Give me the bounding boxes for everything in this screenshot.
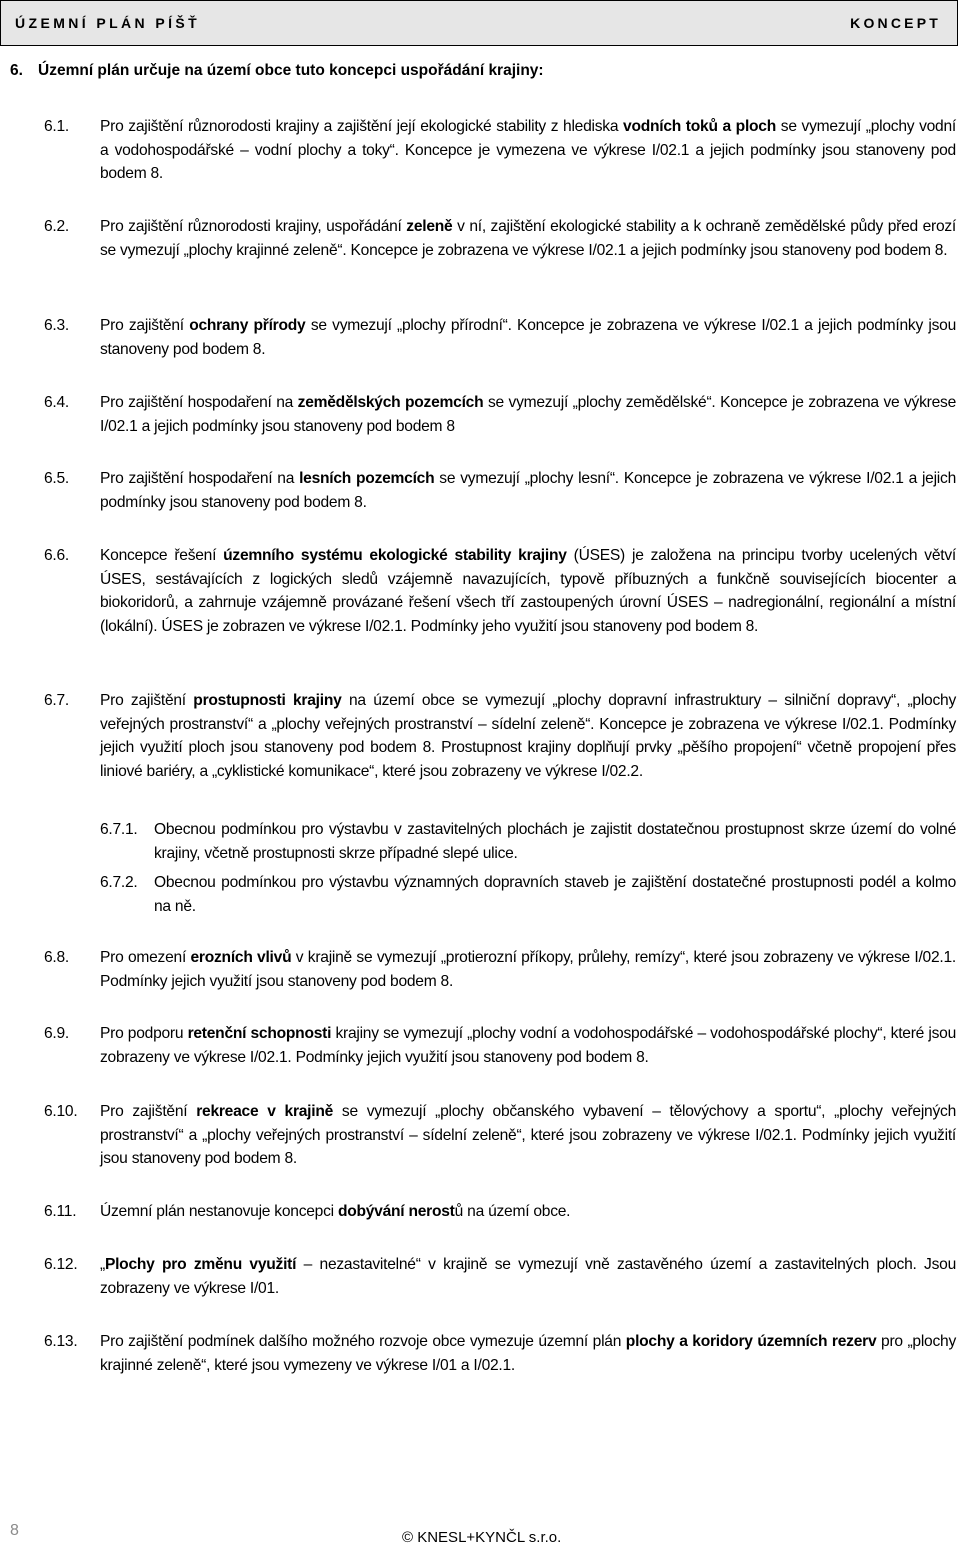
paragraph-text xyxy=(100,314,956,361)
text-run: (ÚSES) je založena na principu tvorby ucelených větví ÚSES, sestávajících z logických sledů vzájemně navazujících, typově příbuzných a funkčně souvisejících biocenter a biokoridorů, a zahrnuje vzájemně provázané řešení všech tří zastoupených úrovní ÚSES – nadregionální, regionální a místní (lokální). ÚSES je zobrazen ve výkrese I/02.1. Podmínky jeho využití jsou stanoveny pod bodem 8. xyxy=(100,547,956,635)
text-run: se vymezují „plochy přírodní“. Koncepce je zobrazena ve výkrese I/02.1 a jejich podmínky jsou stanoveny pod bodem 8. xyxy=(100,317,956,358)
text-run: se vymezují „plochy vodní a vodohospodářské – vodní plochy a toky“. Koncepce je vymezena ve výkrese I/02.1 a jejich podmínky jsou stanoveny pod bodem 8. xyxy=(100,118,956,182)
bold-term: Plochy pro změnu využití xyxy=(104,1256,297,1273)
paragraph-number: 6.1. xyxy=(44,118,70,135)
paragraph-text xyxy=(100,391,956,438)
paragraph-6-13 xyxy=(44,1330,956,1377)
bold-term: erozních vlivů xyxy=(190,949,292,966)
document-status: KONCEPT xyxy=(850,15,941,31)
bold-term: plochy a koridory územních rezerv xyxy=(625,1333,877,1350)
paragraph-6-10 xyxy=(44,1100,956,1171)
text-run: Koncepce řešení xyxy=(100,547,224,564)
paragraph-6-6 xyxy=(44,544,956,638)
paragraph-number: 6.3. xyxy=(44,317,70,334)
footer-copyright: © KNESL+KYNČL s.r.o. xyxy=(402,1529,562,1546)
text-run: – nezastavitelné“ v krajině se vymezují vně zastavěného území a zastavitelných ploch. Jsou zobrazeny ve výkrese I/01. xyxy=(100,1256,956,1297)
text-run: Pro zajištění xyxy=(100,692,194,709)
subparagraph-number: 6.7.1. xyxy=(100,821,138,838)
paragraph-number: 6.12. xyxy=(44,1256,78,1273)
paragraph-6-3 xyxy=(44,314,956,361)
subparagraph-text: Obecnou podmínkou pro výstavbu významných dopravních staveb je zajištění dostatečné prostupnosti podél a kolmo na ně. xyxy=(154,874,956,915)
paragraph-number: 6.7. xyxy=(44,692,70,709)
paragraph-6-12 xyxy=(44,1253,956,1300)
bold-term: zeleně xyxy=(406,218,453,235)
paragraph-number: 6.5. xyxy=(44,470,70,487)
section-heading xyxy=(10,62,544,80)
text-run: se vymezují „plochy občanského vybavení – tělovýchovy a sportu“, „plochy veřejných prostranství“ a „plochy veřejných prostranství – sídelní zeleně“, které jsou zobrazeny ve výkrese I/02.1. Podmínky jejich využití jsou stanoveny pod bodem 8. xyxy=(100,1103,956,1167)
paragraph-text xyxy=(100,467,956,514)
paragraph-number: 6.8. xyxy=(44,949,70,966)
text-run: Pro zajištění hospodaření na xyxy=(100,394,298,411)
subparagraph-text: Obecnou podmínkou pro výstavbu v zastavitelných plochách je zajistit dostatečnou prostupnost skrze území do volné krajiny, včetně prostupnosti skrze případné slepé ulice. xyxy=(154,821,956,862)
paragraph-number: 6.2. xyxy=(44,218,70,235)
text-run: v krajině se vymezují „protierozní příkopy, průlehy, remízy“, které jsou zobrazeny ve výkrese I/02.1. Podmínky jejich využití jsou stanoveny pod bodem 8. xyxy=(100,949,956,990)
paragraph-number: 6.9. xyxy=(44,1025,70,1042)
bold-term: zemědělských pozemcích xyxy=(297,394,484,411)
paragraph-6-1 xyxy=(44,115,956,186)
text-run: se vymezují „plochy zemědělské“. Koncepce je zobrazena ve výkrese I/02.1 a jejich podmínky jsou stanoveny pod bodem 8 xyxy=(100,394,956,435)
paragraph-number: 6.6. xyxy=(44,547,70,564)
text-run: Pro zajištění různorodosti krajiny a zajištění její ekologické stability z hlediska xyxy=(100,118,624,135)
section-title: Územní plán určuje na území obce tuto koncepci uspořádání krajiny: xyxy=(38,62,544,79)
paragraph-number: 6.13. xyxy=(44,1333,78,1350)
bold-term: retenční schopnosti xyxy=(187,1025,332,1042)
bold-term: rekreace v krajině xyxy=(196,1103,334,1120)
bold-term: územního systému ekologické stability krajiny xyxy=(223,547,567,564)
text-run: Pro zajištění podmínek dalšího možného rozvoje obce vymezuje územní plán xyxy=(100,1333,626,1350)
paragraph-text xyxy=(100,1200,956,1224)
paragraph-6-2 xyxy=(44,215,956,262)
subparagraph-number: 6.7.2. xyxy=(100,874,138,891)
paragraph-6-7 xyxy=(44,689,956,783)
text-run: se vymezují „plochy lesní“. Koncepce je zobrazena ve výkrese I/02.1 a jejich podmínky jsou stanoveny pod bodem 8. xyxy=(100,470,956,511)
paragraph-text xyxy=(100,946,956,993)
paragraph-text xyxy=(100,1100,956,1171)
text-run: ů na území obce. xyxy=(454,1203,571,1220)
document-title: ÚZEMNÍ PLÁN PÍŠŤ xyxy=(15,15,201,31)
paragraph-6-11 xyxy=(44,1200,956,1224)
text-run: „ xyxy=(100,1256,105,1273)
paragraph-number: 6.10. xyxy=(44,1103,78,1120)
bold-term: dobývání nerost xyxy=(337,1203,455,1220)
paragraph-text xyxy=(100,544,956,638)
subparagraph-6-7-1 xyxy=(100,818,956,865)
page-header xyxy=(0,0,958,46)
text-run: Pro zajištění různorodosti krajiny, uspořádání xyxy=(100,218,407,235)
text-run: Pro omezení xyxy=(100,949,191,966)
paragraph-text xyxy=(100,689,956,783)
bold-term: lesních pozemcích xyxy=(299,470,435,487)
text-run: Pro zajištění hospodaření na xyxy=(100,470,300,487)
paragraph-6-9 xyxy=(44,1022,956,1069)
text-run: Pro podporu xyxy=(100,1025,188,1042)
paragraph-text xyxy=(100,1253,956,1300)
text-run: Pro zajištění xyxy=(100,317,190,334)
text-run: pro „plochy krajinné zeleně“, které jsou vymezeny ve výkrese I/01 a I/02.1. xyxy=(100,1333,956,1374)
text-run: Pro zajištění xyxy=(100,1103,197,1120)
subparagraph-6-7-2 xyxy=(100,871,956,918)
paragraph-6-5 xyxy=(44,467,956,514)
page-number: 8 xyxy=(10,1522,19,1539)
paragraph-6-4 xyxy=(44,391,956,438)
paragraph-text xyxy=(100,1330,956,1377)
paragraph-6-8 xyxy=(44,946,956,993)
text-run: v ní, zajištění ekologické stability a k ochraně zemědělské půdy před erozí se vymezují „plochy krajinné zeleně“. Koncepce je zobrazena ve výkrese I/02.1 a jejich podmínky jsou stanoveny pod bodem 8. xyxy=(100,218,956,259)
bold-term: prostupnosti krajiny xyxy=(193,692,342,709)
paragraph-number: 6.11. xyxy=(44,1203,77,1220)
paragraph-text xyxy=(100,1022,956,1069)
text-run: Územní plán nestanovuje koncepci xyxy=(100,1203,338,1220)
section-number: 6. xyxy=(10,62,23,79)
bold-term: vodních toků a ploch xyxy=(623,118,777,135)
paragraph-text xyxy=(100,115,956,186)
text-run: krajiny se vymezují „plochy vodní a vodohospodářské – vodohospodářské plochy“, které jsou zobrazeny ve výkrese I/02.1. Podmínky jejich využití jsou stanoveny pod bodem 8. xyxy=(100,1025,956,1066)
paragraph-number: 6.4. xyxy=(44,394,70,411)
bold-term: ochrany přírody xyxy=(189,317,306,334)
text-run: na území obce se vymezují „plochy dopravní infrastruktury – silniční dopravy“, „plochy veřejných prostranství“ a „plochy veřejných prostranství – sídelní zeleně“. Koncepce je zobrazena ve výkrese I/02.1. Podmínky jejich využití ploch jsou stanoveny pod bodem 8. Prostupnost krajiny doplňují prvky „pěšího propojení“ včetně propojení přes liniové bariéry, a „cyklistické komunikace“, které jsou zobrazeny ve výkrese I/02.2. xyxy=(100,692,956,780)
paragraph-text xyxy=(100,215,956,262)
